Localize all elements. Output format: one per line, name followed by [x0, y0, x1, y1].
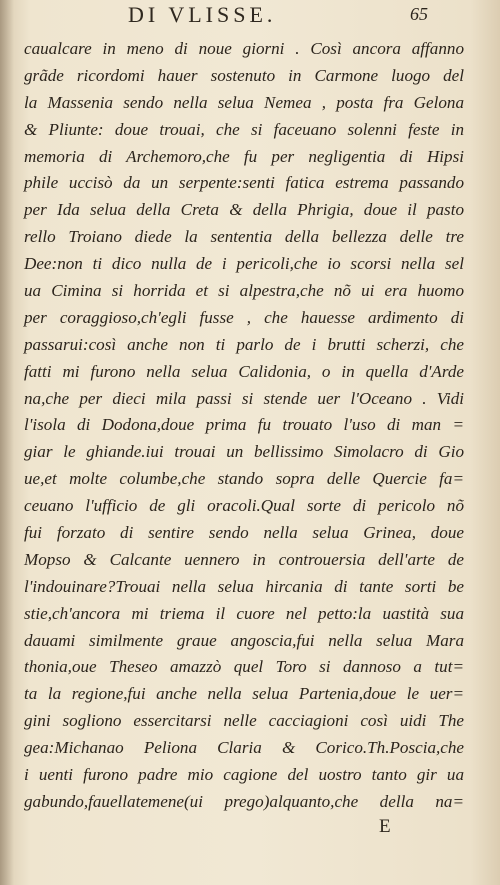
text-line: l'isola di Dodona,doue prima fu trouato l'uso di man =: [24, 415, 464, 435]
page-number: 65: [410, 4, 428, 24]
text-line: passarui:così anche non ti parlo de i brutti scherzi, che: [24, 334, 464, 354]
text-line: memoria di Archemoro,che fu per negligentia di Hipsi: [24, 146, 464, 166]
text-line: l'indouinare?Trouai nella selua hircania di tante sorti be: [24, 576, 464, 596]
text-line: Dee:non ti dico nulla de i pericoli,che io scorsi nella sel: [24, 254, 464, 274]
text-line: per Ida selua della Creta & della Phrigia, doue il pasto: [24, 200, 464, 220]
text-line: fui forzato di sentire sendo nella selua Grinea, doue: [24, 523, 464, 543]
text-line: caualcare in meno di noue giorni . Così ancora affanno: [24, 39, 464, 58]
text-line: rello Troiano diede la sententia della bellezza delle tre: [24, 227, 464, 247]
text-line: & Pliunte: doue trouai, che si faceuano solenni feste in: [24, 119, 464, 139]
text-line: ceuano l'ufficio de gli oracoli.Qual sorte di pericolo nõ: [24, 496, 464, 516]
text-line: thonia,oue Theseo amazzò quel Toro si dannoso a tut=: [24, 657, 464, 677]
running-title: DI VLISSE.: [128, 2, 277, 27]
text-line: phile uccisò da un serpente:senti fatica estrema passando: [24, 173, 464, 193]
gutter-shadow: [0, 0, 14, 885]
text-line: na,che per dieci mila passi si stende uer l'Oceano . Vidi: [24, 388, 464, 408]
text-line: ta la regione,fui anche nella selua Partenia,doue le uer=: [24, 684, 464, 704]
text-line: fatti mi furono nella selua Calidonia, o in quella d'Arde: [24, 361, 464, 381]
text-line: gea:Michanao Peliona Claria & Corico.Th.Poscia,che: [24, 738, 464, 758]
text-line: grãde ricordomi hauer sostenuto in Carmone luogo del: [24, 65, 464, 85]
text-line: gini sogliono essercitarsi nelle cacciagioni così uidi The: [24, 711, 464, 731]
text-line: giar le ghiande.iui trouai un bellissimo Simolacro di Gio: [24, 442, 464, 462]
text-line: i uenti furono padre mio cagione del uostro tanto gir ua: [24, 765, 464, 785]
text-line: Mopso & Calcante uennero in controuersia dell'arte de: [24, 549, 464, 569]
text-line: stie,ch'ancora mi triema il cuore nel petto:la uastità sua: [24, 603, 464, 623]
text-line: ua Cimina si horrida et si alpestra,che nõ ui era huomo: [24, 281, 464, 301]
text-line: dauami similmente graue angoscia,fui nella selua Mara: [24, 630, 464, 650]
text-line: ue,et molte columbe,che stando sopra delle Quercie fa=: [24, 469, 464, 489]
text-line: per coraggioso,ch'egli fusse , che hauesse ardimento di: [24, 307, 464, 327]
text-line: gabundo,fauellatemene(ui prego)alquanto,che della na=: [24, 791, 464, 811]
text-line: la Massenia sendo nella selua Nemea , posta fra Gelona: [24, 92, 464, 112]
signature-mark: E: [379, 816, 391, 837]
body-text: [24, 36, 464, 816]
